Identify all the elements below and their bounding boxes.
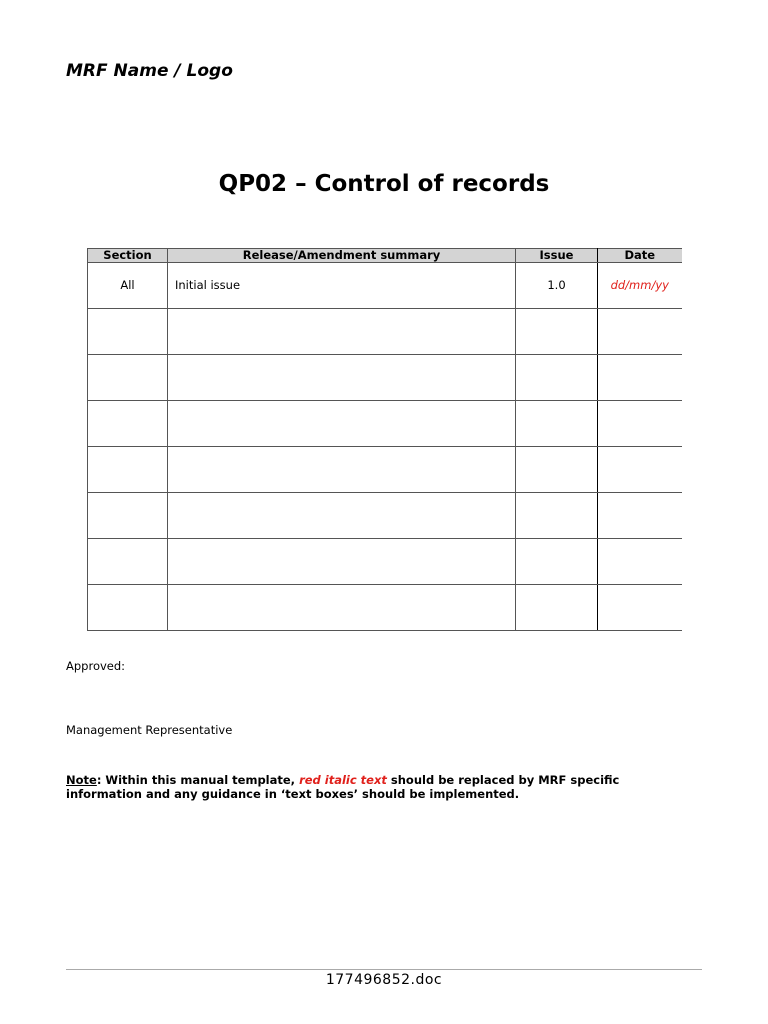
cell-date bbox=[598, 585, 682, 631]
cell-section bbox=[88, 539, 168, 585]
column-header-section: Section bbox=[88, 249, 168, 263]
document-title: QP02 – Control of records bbox=[218, 171, 550, 197]
cell-issue bbox=[516, 585, 598, 631]
cell-section bbox=[88, 493, 168, 539]
cell-issue bbox=[516, 401, 598, 447]
note-text-after: should be replaced by MRF specific information and any guidance in ‘text boxes’ should be implemented. bbox=[66, 773, 620, 801]
table-row bbox=[88, 309, 682, 355]
table-row bbox=[88, 401, 682, 447]
table-row bbox=[88, 493, 682, 539]
cell-summary bbox=[168, 585, 516, 631]
cell-summary bbox=[168, 401, 516, 447]
revision-table bbox=[87, 248, 682, 631]
note-highlight: red italic text bbox=[299, 773, 387, 787]
table-row bbox=[88, 447, 682, 493]
table-header-row bbox=[88, 249, 682, 263]
column-header-issue: Issue bbox=[516, 249, 598, 263]
table-row bbox=[88, 585, 682, 631]
cell-issue bbox=[516, 355, 598, 401]
cell-issue bbox=[516, 447, 598, 493]
cell-summary: Initial issue bbox=[168, 263, 516, 309]
cell-date bbox=[598, 539, 682, 585]
cell-summary bbox=[168, 355, 516, 401]
footer-divider bbox=[66, 969, 702, 970]
cell-summary bbox=[168, 539, 516, 585]
cell-issue: 1.0 bbox=[516, 263, 598, 309]
mrf-logo-placeholder: MRF Name / Logo bbox=[66, 61, 233, 81]
note-text-before: : Within this manual template, bbox=[96, 773, 300, 787]
column-header-date: Date bbox=[598, 249, 682, 263]
footer-filename: 177496852.doc bbox=[325, 972, 443, 988]
cell-date bbox=[598, 355, 682, 401]
cell-date: dd/mm/yy bbox=[598, 263, 682, 309]
table-row bbox=[88, 539, 682, 585]
cell-section bbox=[88, 401, 168, 447]
cell-section bbox=[88, 585, 168, 631]
cell-section bbox=[88, 309, 168, 355]
cell-section bbox=[88, 355, 168, 401]
cell-issue bbox=[516, 309, 598, 355]
cell-summary bbox=[168, 309, 516, 355]
note-label: Note bbox=[66, 773, 97, 787]
cell-summary bbox=[168, 447, 516, 493]
cell-date bbox=[598, 447, 682, 493]
cell-summary bbox=[168, 493, 516, 539]
approved-label: Approved: bbox=[66, 659, 126, 673]
table-row bbox=[88, 355, 682, 401]
column-header-summary: Release/Amendment summary bbox=[168, 249, 516, 263]
cell-date bbox=[598, 309, 682, 355]
cell-date bbox=[598, 401, 682, 447]
cell-section: All bbox=[88, 263, 168, 309]
cell-issue bbox=[516, 493, 598, 539]
cell-section bbox=[88, 447, 168, 493]
management-representative-label: Management Representative bbox=[66, 723, 233, 737]
cell-date bbox=[598, 493, 682, 539]
cell-issue bbox=[516, 539, 598, 585]
table-row bbox=[88, 263, 682, 309]
template-note bbox=[66, 773, 666, 801]
